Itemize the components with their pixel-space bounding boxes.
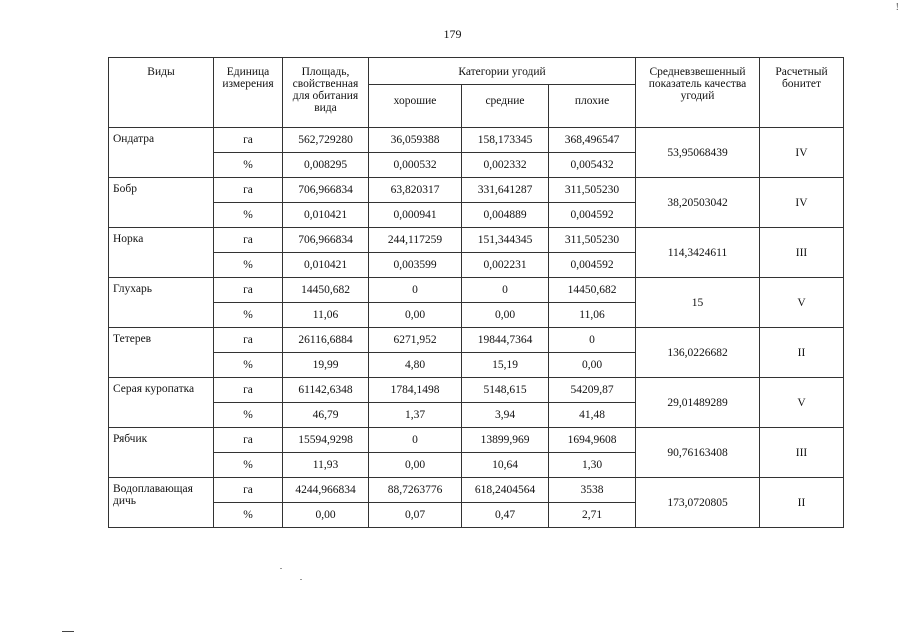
bonitet-value: IV [760,178,844,228]
cell-pct-poor: 11,06 [549,303,636,328]
cell-pct-poor: 0,004592 [549,203,636,228]
bonitet-value: II [760,328,844,378]
cell-ha-good: 88,7263776 [369,478,462,503]
header-medium: средние [462,85,549,128]
species-table [108,57,844,528]
quality-value: 38,20503042 [636,178,760,228]
header-poor: плохие [549,85,636,128]
cell-pct-area: 0,008295 [283,153,369,178]
cell-ha-good: 36,059388 [369,128,462,153]
cell-ha-medium: 158,173345 [462,128,549,153]
cell-pct-area: 46,79 [283,403,369,428]
bonitet-value: III [760,228,844,278]
cell-ha-area: 706,966834 [283,228,369,253]
species-name: Ондатра [109,128,214,178]
cell-pct-poor: 0,004592 [549,253,636,278]
cell-ha-good: 6271,952 [369,328,462,353]
cell-pct-good: 0,00 [369,303,462,328]
page-number: 179 [443,27,462,41]
cell-ha-medium: 5148,615 [462,378,549,403]
header-quality: Средневзвешенный показатель качества угодий [636,58,760,128]
table-row [109,378,844,403]
cell-ha-area: 26116,6884 [283,328,369,353]
stray-dot [300,579,302,580]
quality-value: 173,0720805 [636,478,760,528]
cell-ha-area: 4244,966834 [283,478,369,503]
species-name: Рябчик [109,428,214,478]
cell-pct-area: 0,010421 [283,203,369,228]
cell-pct-unit: % [214,203,283,228]
quality-value: 114,3424611 [636,228,760,278]
table-row [109,178,844,203]
cell-pct-good: 1,37 [369,403,462,428]
cell-ha-poor: 368,496547 [549,128,636,153]
cell-ha-poor: 3538 [549,478,636,503]
cell-pct-unit: % [214,253,283,278]
cell-pct-medium: 15,19 [462,353,549,378]
cell-pct-good: 0,07 [369,503,462,528]
cell-pct-medium: 10,64 [462,453,549,478]
cell-ha-area: 14450,682 [283,278,369,303]
table-row [109,478,844,503]
cell-ha-unit: га [214,278,283,303]
header-categories: Категории угодий [369,58,636,85]
cell-ha-good: 1784,1498 [369,378,462,403]
cell-ha-unit: га [214,428,283,453]
species-name: Норка [109,228,214,278]
cell-ha-poor: 54209,87 [549,378,636,403]
header-good: хорошие [369,85,462,128]
cell-pct-medium: 0,002332 [462,153,549,178]
cell-pct-medium: 0,002231 [462,253,549,278]
table-row [109,228,844,253]
cell-ha-medium: 19844,7364 [462,328,549,353]
cell-pct-unit: % [214,303,283,328]
species-name: Бобр [109,178,214,228]
cell-ha-medium: 151,344345 [462,228,549,253]
cell-pct-medium: 0,004889 [462,203,549,228]
cell-ha-poor: 0 [549,328,636,353]
cell-pct-medium: 0,47 [462,503,549,528]
cell-ha-unit: га [214,378,283,403]
cell-pct-medium: 3,94 [462,403,549,428]
cell-ha-medium: 331,641287 [462,178,549,203]
bonitet-value: III [760,428,844,478]
cell-pct-unit: % [214,403,283,428]
cell-pct-poor: 2,71 [549,503,636,528]
cell-ha-unit: га [214,128,283,153]
quality-value: 136,0226682 [636,328,760,378]
bonitet-value: IV [760,128,844,178]
cell-pct-good: 4,80 [369,353,462,378]
header-unit: Единица измерения [214,58,283,128]
cell-ha-area: 61142,6348 [283,378,369,403]
header-area: Площадь, свойственная для обитания вида [283,58,369,128]
cell-ha-medium: 618,2404564 [462,478,549,503]
cell-pct-area: 11,93 [283,453,369,478]
cell-ha-good: 0 [369,278,462,303]
cell-ha-poor: 14450,682 [549,278,636,303]
bonitet-value: V [760,278,844,328]
cell-pct-good: 0,000532 [369,153,462,178]
cell-ha-unit: га [214,228,283,253]
cell-pct-poor: 0,005432 [549,153,636,178]
cell-pct-area: 19,99 [283,353,369,378]
cell-pct-medium: 0,00 [462,303,549,328]
stray-dot [280,568,282,569]
table-row [109,428,844,453]
cell-ha-unit: га [214,328,283,353]
quality-value: 53,95068439 [636,128,760,178]
cell-pct-poor: 1,30 [549,453,636,478]
cell-ha-poor: 1694,9608 [549,428,636,453]
cell-ha-medium: 13899,969 [462,428,549,453]
cell-ha-good: 0 [369,428,462,453]
cell-pct-unit: % [214,453,283,478]
cell-ha-good: 63,820317 [369,178,462,203]
quality-value: 90,76163408 [636,428,760,478]
cell-ha-medium: 0 [462,278,549,303]
cell-pct-unit: % [214,153,283,178]
header-species: Виды [109,58,214,128]
cell-ha-poor: 311,505230 [549,178,636,203]
cell-pct-good: 0,000941 [369,203,462,228]
cell-pct-unit: % [214,503,283,528]
bonitet-value: V [760,378,844,428]
cell-pct-poor: 0,00 [549,353,636,378]
cell-ha-area: 562,729280 [283,128,369,153]
cell-pct-good: 0,003599 [369,253,462,278]
corner-mark [62,631,74,632]
cell-ha-good: 244,117259 [369,228,462,253]
table-row [109,128,844,153]
quality-value: 15 [636,278,760,328]
cell-pct-area: 0,00 [283,503,369,528]
table-row [109,328,844,353]
cell-pct-poor: 41,48 [549,403,636,428]
species-name: Тетерев [109,328,214,378]
cell-ha-area: 706,966834 [283,178,369,203]
cell-pct-area: 11,06 [283,303,369,328]
cell-pct-area: 0,010421 [283,253,369,278]
cell-pct-unit: % [214,353,283,378]
species-name: Серая куропатка [109,378,214,428]
species-name: Глухарь [109,278,214,328]
cell-ha-area: 15594,9298 [283,428,369,453]
table-row [109,278,844,303]
quality-value: 29,01489289 [636,378,760,428]
cell-ha-unit: га [214,478,283,503]
table-body [109,128,844,528]
header-bonitet: Расчетный бонитет [760,58,844,128]
cell-pct-good: 0,00 [369,453,462,478]
edge-mark: ! [895,2,899,13]
cell-ha-poor: 311,505230 [549,228,636,253]
species-name: Водоплавающая дичь [109,478,214,528]
cell-ha-unit: га [214,178,283,203]
bonitet-value: II [760,478,844,528]
